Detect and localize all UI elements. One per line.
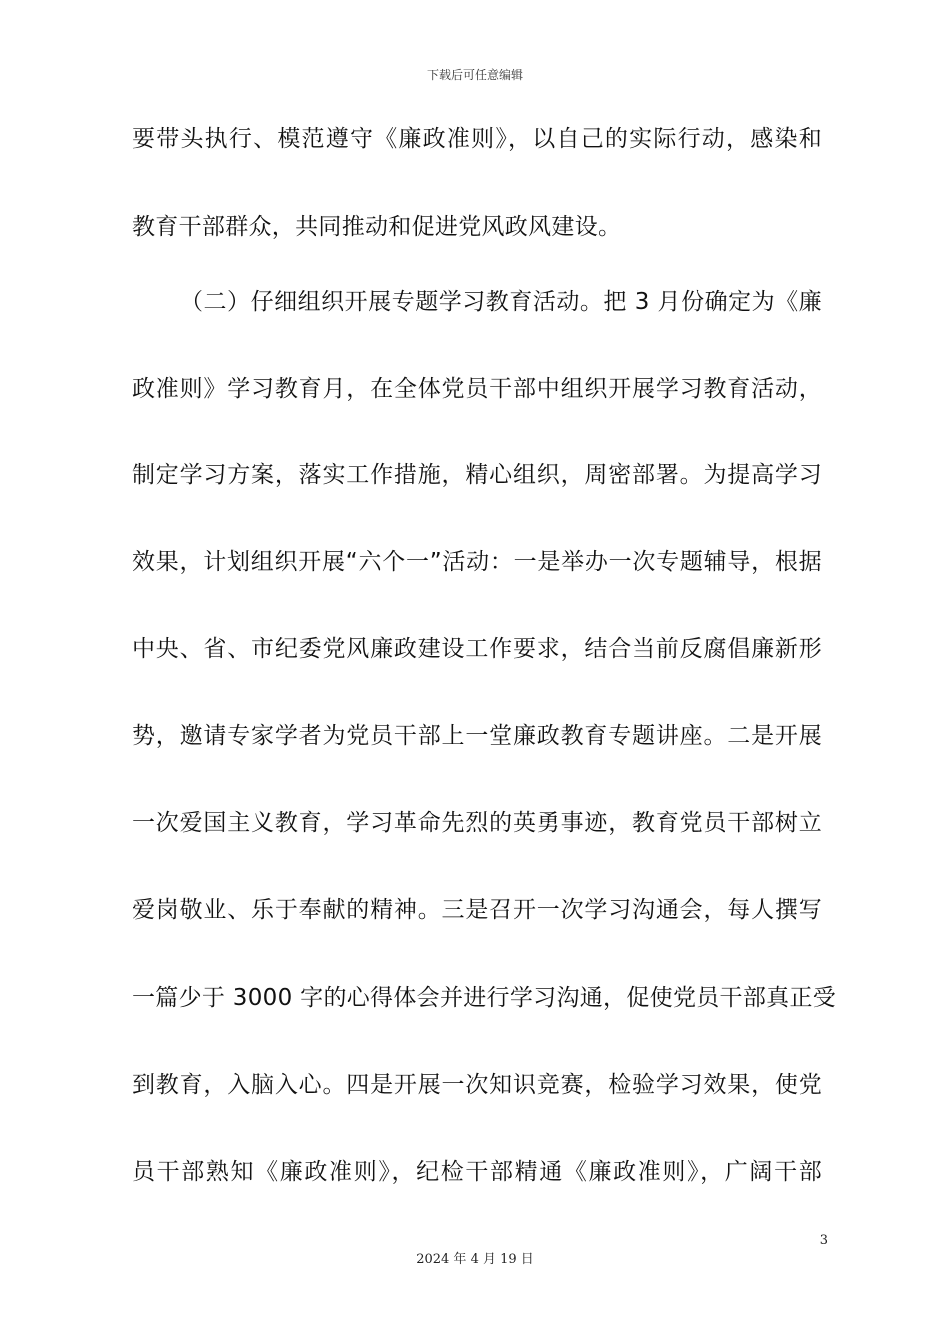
body-line: 到教育，入脑入心。四是开展一次知识竞赛，检验学习效果，使党 <box>132 1072 822 1098</box>
header-note: 下载后可任意编辑 <box>426 68 523 82</box>
body-line: 爱岗敬业、乐于奉献的精神。三是召开一次学习沟通会，每人撰写 <box>132 897 822 923</box>
body-line: 势，邀请专家学者为党员干部上一堂廉政教育专题讲座。二是开展 <box>132 723 822 749</box>
body-line: 一次爱国主义教育，学习革命先烈的英勇事迹，教育党员干部树立 <box>132 810 822 836</box>
body-line: 中央、省、市纪委党风廉政建设工作要求，结合当前反腐倡廉新形 <box>132 636 822 662</box>
body-line: 一篇少于 3000 字的心得体会并进行学习沟通，促使党员干部真正受 <box>132 985 837 1011</box>
body-line: 员干部熟知《廉政准则》，纪检干部精通《廉政准则》，广阔干部 <box>132 1159 822 1185</box>
body-line-paragraph-start: （二）仔细组织开展专题学习教育活动。把 3 月份确定为《廉 <box>180 289 822 315</box>
footer-date: 2024 年 4 月 19 日 <box>416 1252 534 1267</box>
body-line: 教育干部群众，共同推动和促进党风政风建设。 <box>132 214 622 240</box>
body-line: 政准则》学习教育月，在全体党员干部中组织开展学习教育活动， <box>132 376 822 402</box>
page-number: 3 <box>819 1233 828 1248</box>
body-line: 制定学习方案，落实工作措施，精心组织，周密部署。为提高学习 <box>132 462 822 488</box>
body-line: 效果，计划组织开展“六个一”活动：一是举办一次专题辅导，根据 <box>132 549 822 575</box>
body-line: 要带头执行、模范遵守《廉政准则》，以自己的实际行动，感染和 <box>132 126 822 152</box>
